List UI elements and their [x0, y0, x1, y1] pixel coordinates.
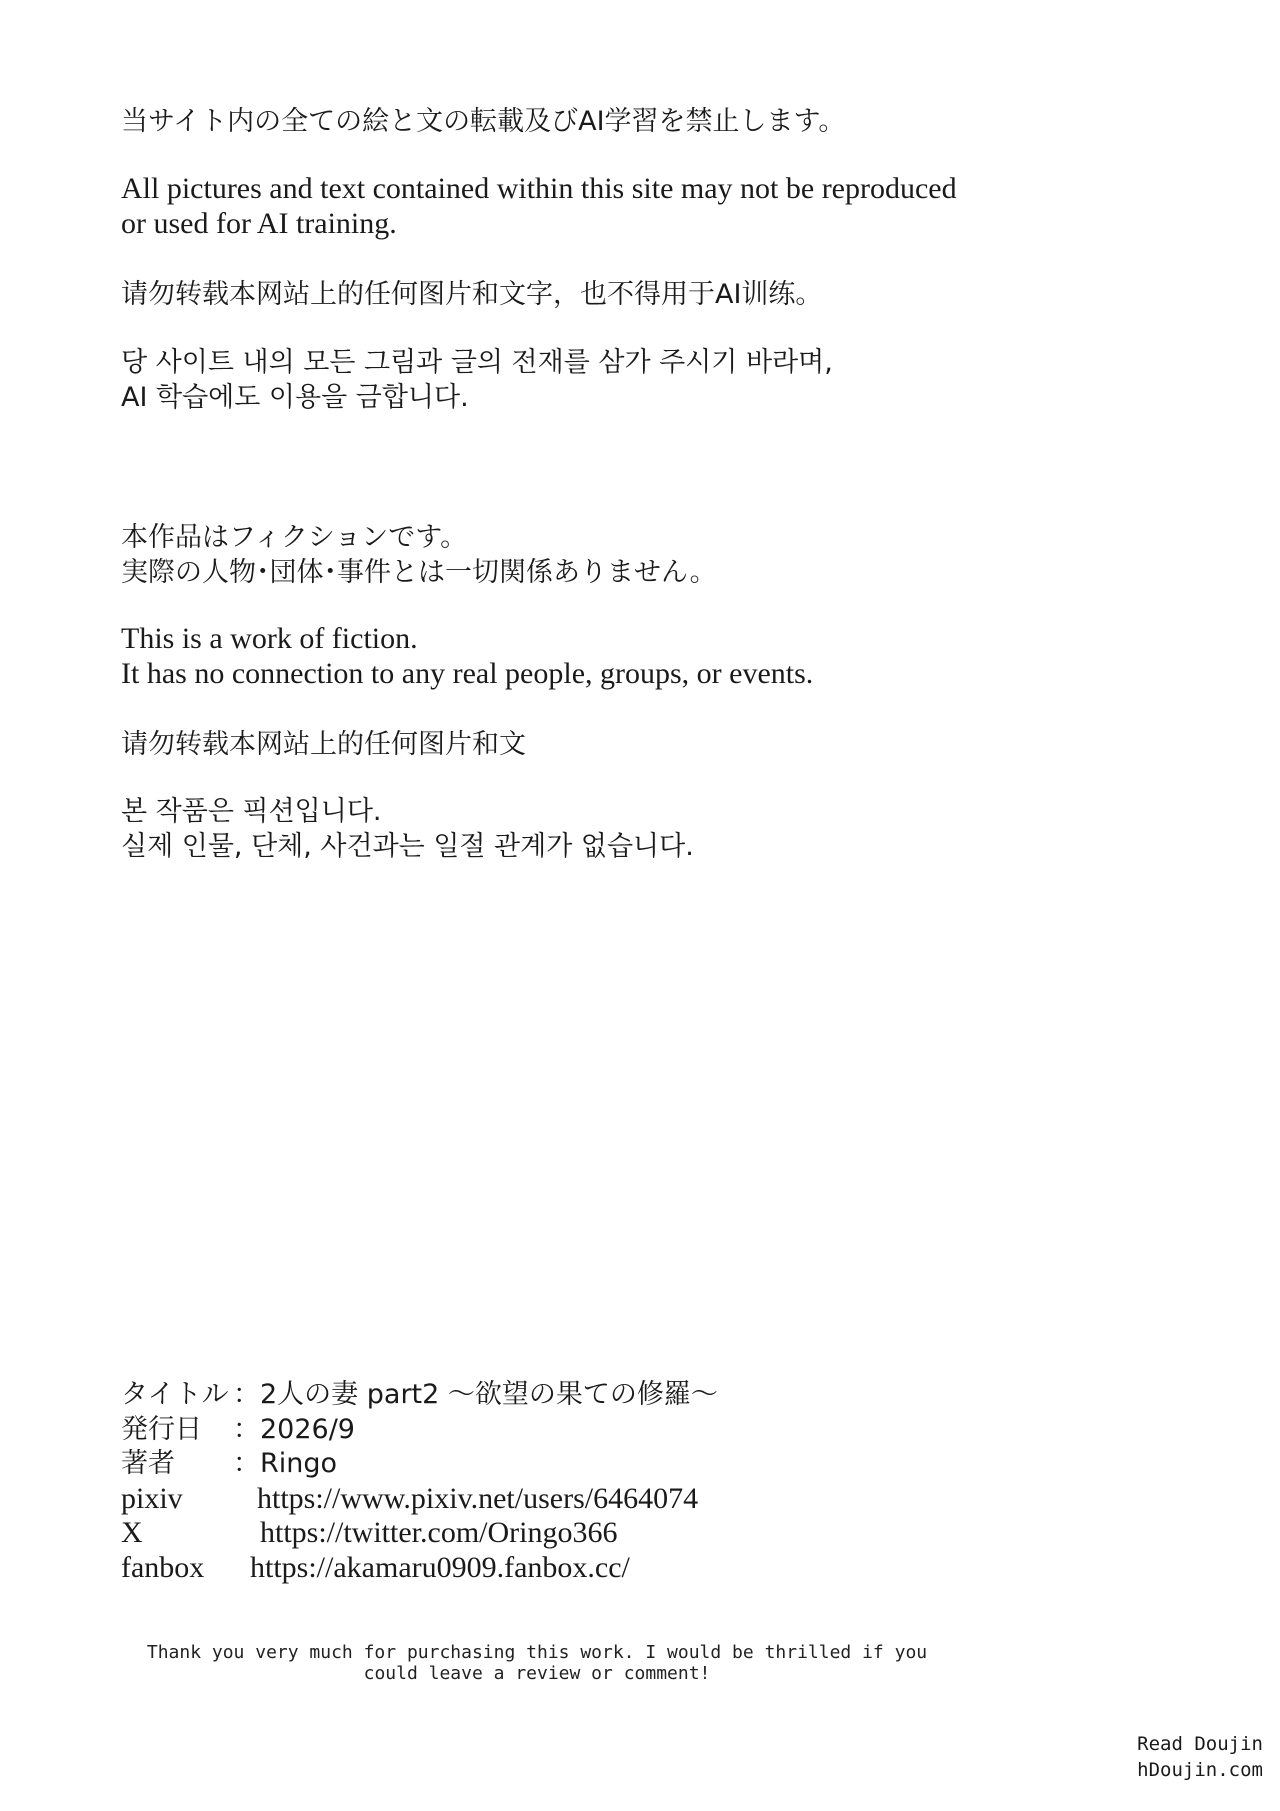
fiction-zh-line: 请勿转载本网站上的任何图片和文 — [121, 729, 526, 760]
ai-notice-ko-line-2: AI 학습에도 이용을 금합니다. — [121, 382, 469, 413]
fiction-ja-line-2: 実際の人物･団体･事件とは一切関係ありません。 — [121, 557, 717, 588]
author-label: 著者 — [121, 1448, 175, 1479]
release-date-label: 発行日 — [121, 1413, 202, 1445]
fiction-notice-korean — [121, 794, 1240, 864]
fiction-notice-chinese — [121, 727, 1240, 762]
ai-notice-korean — [121, 345, 1240, 415]
fiction-notice-japanese — [121, 520, 1240, 590]
ai-notice-ko-line-1: 당 사이트 내의 모든 그림과 글의 전재를 삼가 주시기 바라며, — [121, 347, 833, 378]
ai-notice-zh-line: 请勿转载本网站上的任何图片和文字，也不得用于AI训练。 — [121, 279, 823, 310]
pixiv-url: https://www.pixiv.net/users/6464074 — [257, 1481, 699, 1515]
title-value: ：2人の妻 part2 ～欲望の果ての修羅～ — [233, 1379, 718, 1410]
thank-you-line-2: could leave a review or comment! — [363, 1663, 711, 1684]
x-url: https://twitter.com/Oringo366 — [260, 1516, 618, 1549]
ai-notice-japanese — [121, 104, 1240, 139]
thank-you-line-1: Thank you very much for purchasing this work. I would be thrilled if you — [146, 1642, 928, 1663]
fiction-en-line-1: This is a work of fiction. — [121, 622, 418, 655]
thank-you-note — [121, 1642, 953, 1684]
fanbox-label: fanbox — [121, 1550, 205, 1584]
x-label: X — [121, 1516, 143, 1549]
author-value: ：Ringo — [233, 1448, 338, 1479]
watermark-line-2: hDoujin.com — [1137, 1759, 1263, 1781]
ai-notice-en-line-2: or used for AI training. — [121, 207, 397, 240]
ai-notice-chinese — [121, 277, 1240, 312]
fiction-notice-english — [121, 621, 1240, 691]
release-date-value: ：2026/9 — [233, 1413, 355, 1445]
fiction-ko-line-1: 본 작품은 픽션입니다. — [121, 796, 382, 827]
watermark-line-1: Read Doujin — [1137, 1733, 1263, 1755]
site-watermark — [1137, 1731, 1263, 1783]
ai-notice-english — [121, 171, 1240, 241]
fanbox-url: https://akamaru0909.fanbox.cc/ — [250, 1550, 630, 1584]
fiction-en-line-2: It has no connection to any real people, groups, or events. — [121, 657, 814, 690]
ai-notice-ja-line: 当サイト内の全ての絵と文の転載及びAI学習を禁止します。 — [121, 106, 846, 137]
pixiv-label: pixiv — [121, 1481, 183, 1515]
fiction-ko-line-2: 실제 인물, 단체, 사건과는 일절 관계가 없습니다. — [121, 831, 694, 862]
fiction-ja-line-1: 本作品はフィクションです。 — [121, 522, 468, 553]
title-label: タイトル — [121, 1379, 229, 1410]
ai-notice-en-line-1: All pictures and text contained within this site may not be reproduced — [121, 172, 957, 205]
